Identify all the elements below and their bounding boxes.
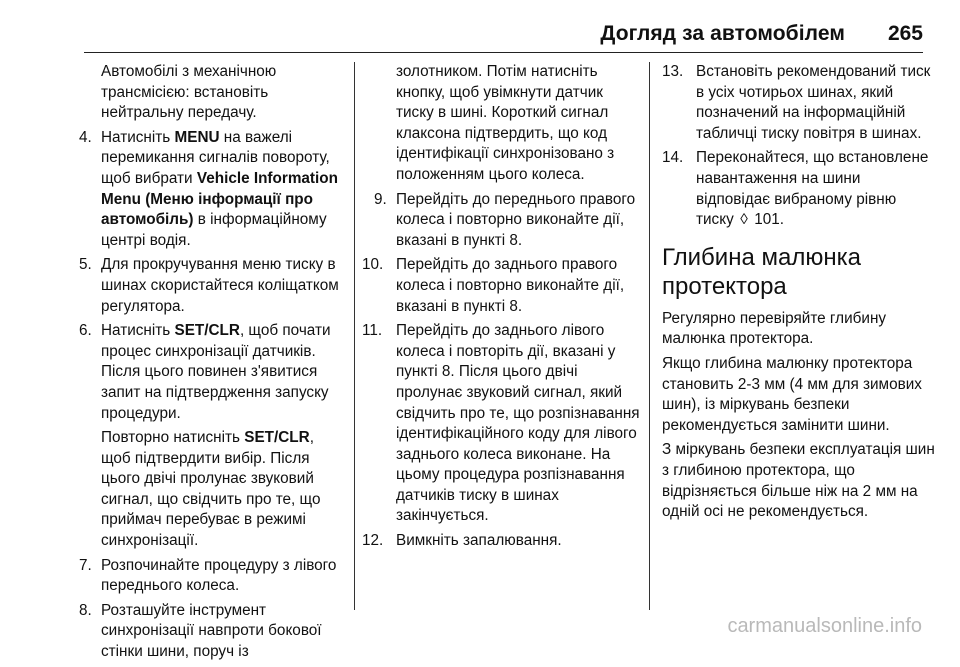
- step-8-continuation: золотником. Потім натисніть кнопку, щоб увімкнути датчик тиску в шині. Короткий сигнал клаксона підтвердить, що код ідентифікації синхронізовано з положенням цього колеса.: [396, 63, 615, 183]
- step-text: Встановіть рекомендований тиск в усіх чотирьох шинах, який позначений на інформаційній табличці тиску повітря в шинах.: [696, 63, 931, 142]
- column-middle: [362, 62, 642, 556]
- step-number: 13.: [662, 63, 684, 80]
- step-text: [101, 321, 347, 424]
- step-text-part: в інформаційному центрі водія.: [101, 211, 327, 249]
- column-left: [79, 62, 347, 667]
- step-text-part: , щоб підтвердити вибір. Після цього двічі пролунає звуковий сигнал, що свідчить про те, що приймач перебуває в режимі синхронізації.: [101, 429, 321, 550]
- step-number: 11.: [362, 322, 383, 340]
- step-7: [79, 556, 347, 597]
- step-text: Вимкніть запалювання.: [396, 532, 562, 550]
- step-text-part: , щоб почати процес синхронізації датчиків. Після цього повинен з'явитися запит на підтвердження запуску процедури.: [101, 322, 331, 422]
- step-number: 12.: [362, 532, 384, 550]
- step-9: [362, 190, 642, 252]
- step-12: [362, 531, 642, 552]
- menu-name: Vehicle Information Menu (Меню інформації про автомобіль): [101, 169, 338, 229]
- step-text-part: на важелі перемикання сигналів повороту, щоб вибрати: [101, 128, 330, 187]
- body-paragraph: З міркувань безпеки експлуатація шин з глибиною протектора, що відрізняється більше ніж на 2 мм на одній осі не рекомендується.: [662, 441, 935, 521]
- set-clr-key: SET/CLR: [244, 429, 310, 447]
- step-text-part: Натисніть: [101, 128, 175, 146]
- step-number: 14.: [662, 149, 684, 167]
- step-text-part: Повторно натисніть: [101, 429, 245, 447]
- step-text: Для прокручування меню тиску в шинах скористайтеся коліщатком регулятора.: [101, 256, 339, 315]
- step-text: Перейдіть до заднього лівого колеса і повторіть дії, вказані у пункті 8. Після цього двічі пролунає звуковий сигнал, який свідчить про те, що розпізнавання ідентифікаційного коду для лівого заднього колеса виконане. На цьому процедура розпізнавання датчиків тиску в шинах закінчується.: [396, 322, 640, 525]
- column-right: [662, 62, 938, 527]
- step-14: [662, 148, 938, 230]
- step-11: [362, 321, 642, 527]
- step-number: 9.: [374, 190, 387, 208]
- step-text: [101, 128, 347, 252]
- step-number: 10.: [362, 256, 384, 274]
- step-text-part: Натисніть: [101, 322, 175, 340]
- step-10: [362, 255, 642, 317]
- body-paragraph: Регулярно перевіряйте глибину малюнка протектора.: [662, 309, 887, 348]
- intro-paragraph: Автомобілі з механічною трансмісією: встановіть нейтральну передачу.: [101, 63, 277, 122]
- step-text-part: Переконайтеся, що встановлене навантаження на шини відповідає вибраному рівню тиску: [696, 149, 929, 229]
- watermark: carmanualsonline.info: [727, 615, 922, 637]
- header-divider: [84, 52, 923, 53]
- set-clr-key: SET/CLR: [174, 322, 240, 340]
- step-number: 4.: [79, 128, 92, 146]
- page-reference[interactable]: 101.: [749, 211, 784, 229]
- step-number: 8.: [79, 601, 92, 619]
- step-text: [696, 148, 938, 230]
- step-6: [79, 321, 347, 424]
- step-number: 6.: [79, 322, 92, 340]
- step-number: 5.: [79, 256, 92, 274]
- column-divider-2: [649, 62, 650, 610]
- step-text: Перейдіть до переднього правого колеса і повторно виконайте дії, вказані в пункті 8.: [396, 190, 636, 249]
- step-text: Розпочинайте процедуру з лівого переднього колеса.: [101, 556, 337, 595]
- step-5: [79, 255, 347, 317]
- step-text: Перейдіть до заднього правого колеса і повторно виконайте дії, вказані в пункті 8.: [396, 256, 625, 315]
- page-number: 265: [887, 22, 923, 45]
- step-13: [662, 62, 938, 144]
- page-title: Догляд за автомобілем: [600, 22, 845, 45]
- step-4: [79, 128, 347, 252]
- step-6-followup: [79, 428, 347, 552]
- step-text: Розташуйте інструмент синхронізації навпроти бокової стінки шини, поруч із: [101, 601, 322, 661]
- page-reference-icon: ◊: [740, 211, 748, 229]
- step-number: 7.: [79, 556, 92, 574]
- step-8: [79, 601, 347, 663]
- page-header: [0, 0, 960, 56]
- column-divider-1: [354, 62, 355, 610]
- body-paragraph: Якщо глибина малюнку протектора становить 2-3 мм (4 мм для зимових шин), із міркувань безпеки рекомендується замінити шини.: [662, 354, 922, 434]
- section-heading: Глибина малюнка протектора: [662, 243, 861, 300]
- menu-key: MENU: [174, 128, 220, 146]
